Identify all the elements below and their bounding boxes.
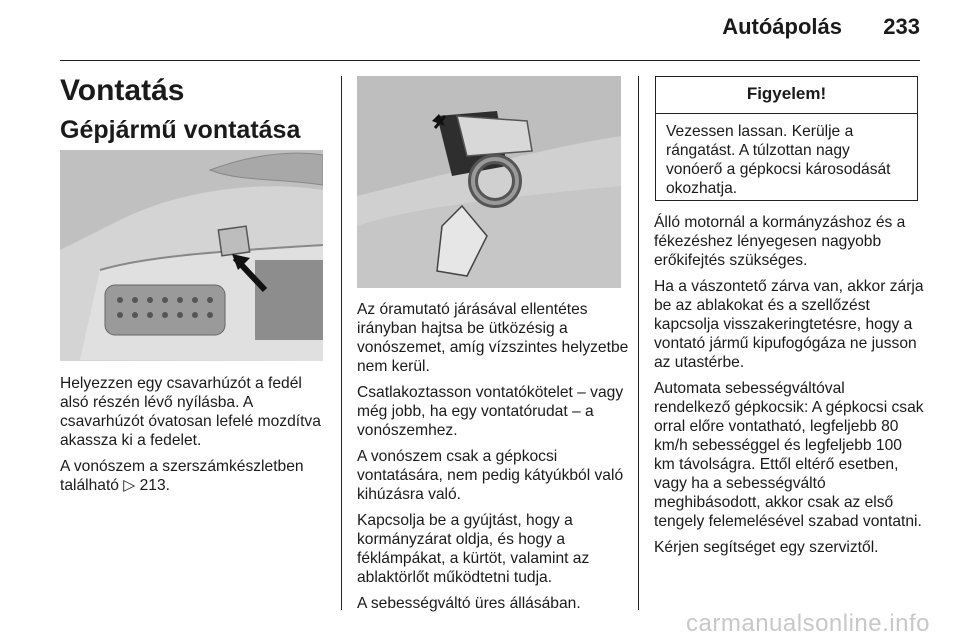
paragraph-5: A sebességváltó üres állásában. bbox=[357, 595, 581, 612]
right-column-text bbox=[654, 213, 924, 564]
paragraph-1: Álló motornál a kormányzáshoz és a fékezéshez lényegesen nagyobb erőkifejtés szükséges. bbox=[654, 214, 906, 269]
paragraph-4: Kapcsolja be a gyújtást, hogy a kormányzárat oldja, és hogy a féklámpákat, a kürtöt, valamint az ablaktörlőt működtetni tudja. bbox=[357, 512, 590, 586]
paragraph-1: Az óramutató járásával ellentétes irányban hajtsa be ütközésig a vonószemet, amíg vízszintes helyzetbe nem kerül. bbox=[357, 301, 629, 375]
tool-kit-reference-paragraph bbox=[60, 457, 326, 495]
page-reference: 213. bbox=[135, 477, 170, 494]
arrow-reference-icon: ▷ bbox=[123, 477, 136, 494]
paragraph-2: Csatlakoztasson vontatókötelet – vagy még jobb, ha egy vontatórudat – a vonószemhez. bbox=[357, 384, 624, 439]
warning-box bbox=[655, 76, 918, 201]
paragraph-3: Automata sebességváltóval rendelkező gépkocsik: A gépkocsi csak orral előre vontatható, legfeljebb 80 km/h sebességgel és legfeljebb 100 km távolságra. Ettől eltérő esetben, vagy ha a sebességváltó meghibásodott, akkor csak az első tengely felemelésével szabad vontatni. bbox=[654, 380, 924, 530]
reference-text-prefix: A vonószem a szerszámkészletben található bbox=[60, 458, 304, 494]
watermark: carmanualsonline.info bbox=[686, 610, 930, 637]
instruction-paragraph: Helyezzen egy csavarhúzót a fedél alsó részén lévő nyílásba. A csavarhúzót óvatosan lefelé mozdítva akassza ki a fedelet. bbox=[60, 375, 321, 449]
paragraph-2: Ha a vászontető zárva van, akkor zárja be az ablakokat és a szellőzést kapcsolja visszakeringtetésre, hogy a vontató jármű kipufogógáza ne jusson az utastérbe. bbox=[654, 278, 924, 371]
left-column-text bbox=[60, 374, 326, 502]
page-number: 233 bbox=[883, 14, 920, 39]
paragraph-3: A vonószem csak a gépkocsi vontatására, nem pedig kátyúkból való kihúzásra való. bbox=[357, 448, 624, 503]
header-divider bbox=[60, 60, 920, 61]
subsection-heading: Gépjármű vontatása bbox=[60, 116, 301, 144]
middle-column-text bbox=[357, 300, 632, 620]
bumper-cover-photo bbox=[60, 150, 323, 361]
towing-eye-photo bbox=[357, 76, 621, 288]
warning-text: Vezessen lassan. Kerülje a rángatást. A túlzottan nagy vonóerő a gépkocsi károsodását okozhatja. bbox=[666, 123, 891, 197]
running-header-title: Autóápolás bbox=[722, 14, 842, 39]
warning-title: Figyelem! bbox=[656, 77, 917, 114]
column-divider-left bbox=[341, 76, 342, 610]
column-divider-right bbox=[638, 76, 639, 610]
paragraph-4: Kérjen segítséget egy szerviztől. bbox=[654, 539, 879, 556]
section-heading: Vontatás bbox=[60, 74, 185, 107]
